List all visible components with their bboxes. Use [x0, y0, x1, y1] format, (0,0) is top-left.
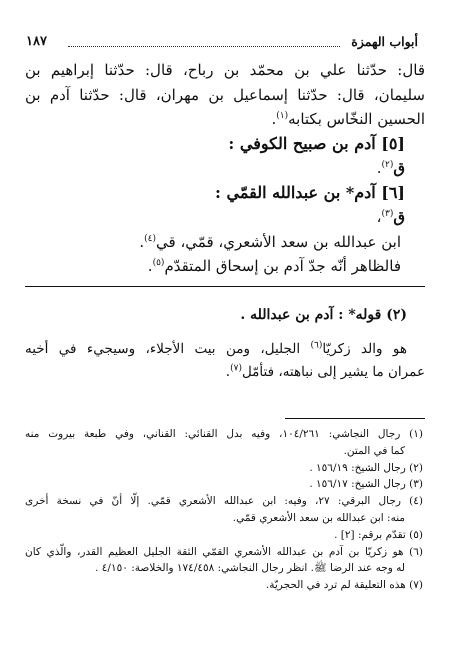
commentary-line-1-a: هو والد زكريّا — [322, 341, 407, 357]
commentary-line-1 — [25, 338, 425, 361]
footnote-ref-4[interactable]: (٤) — [144, 233, 157, 244]
main-line-3 — [25, 107, 425, 132]
page-number: ١٨٧ — [26, 34, 47, 49]
entry-6-code-end: ، — [376, 208, 382, 226]
footnote-2: (٢) رجال الشيخ: ١٥٦/١٩ . — [309, 461, 423, 474]
footnote-3: (٣) رجال الشيخ: ١٥٦/١٧ . — [309, 478, 423, 491]
main-line-2: سليمان، قال: حدّثنا إسماعيل بن مهران، قال: حدّثنا آدم بن — [25, 85, 425, 104]
footnote-1: (١) رجال النجاشي: ١٠٤/٢٦١، وفيه بدل القنائي: القناني، وفي طبعة بيروت منه — [25, 428, 423, 440]
commentary-line-2-a: عمران ما يشير إلى نباهته، فتأمّل — [241, 364, 425, 380]
header-dotted-leader — [68, 46, 340, 47]
footnotes — [25, 426, 423, 594]
main-line-3-end: . — [271, 110, 277, 128]
footnote-ref-7[interactable]: (٧) — [230, 363, 242, 374]
commentary-line-2-b: . — [225, 364, 231, 380]
entry-6-line-2-end: . — [147, 257, 153, 275]
commentary-line-1-b: الجليل، ومن بيت الأجلاء، وسيجيء في أخيه — [25, 341, 311, 357]
footnote-6-continuation: له وجه عند الرضا ﷺ. انظر رجال النجاشي: ١٧٤/٤٥٨ والخلاصة: ٤/١٥٠ . — [95, 562, 405, 575]
entry-5-code: ق — [393, 159, 405, 177]
footnote-separator — [285, 418, 425, 419]
entry-5-heading: [٥] آدم بن صبيح الكوفي : — [228, 133, 405, 153]
footnote-5: (٥) تقدّم برقم: [٢] . — [334, 528, 423, 541]
footnote-6: (٦) هو زكريّا بن آدم بن عبدالله الأشعري القمّي الثقة الجليل العظيم القدر، والّذي كان — [25, 545, 423, 558]
running-header — [26, 34, 418, 52]
entry-6-line-1-text: ابن عبدالله بن سعد الأشعري، قمّي، قي — [156, 232, 401, 251]
main-line-3-text: الحسين النخّاس بكتابه — [288, 110, 425, 128]
entry-5-heading-line — [25, 132, 425, 157]
footnote-4-continuation: منه: ابن عبدالله بن سعد الأشعري قمّي. — [232, 511, 405, 524]
commentary-heading: (٢) قوله* : آدم بن عبدالله . — [240, 307, 407, 323]
entry-5-code-line — [25, 156, 425, 181]
chapter-title: أبواب الهمزة — [351, 34, 418, 49]
footnote-1-continuation: كما في المتن. — [343, 444, 405, 457]
entry-5-end: . — [376, 159, 382, 177]
footnote-ref-2[interactable]: (٢) — [381, 160, 394, 170]
entry-6-code-line — [25, 205, 425, 230]
main-text — [25, 58, 425, 279]
footnote-ref-6[interactable]: (٦) — [310, 340, 323, 351]
entry-6-code: ق — [393, 208, 405, 226]
footnote-ref-1[interactable]: (١) — [276, 111, 289, 121]
entry-6-line-1-end: . — [139, 232, 145, 251]
entry-6-heading-line — [25, 181, 425, 206]
main-line-1: قال: حدّثنا علي بن محمّد بن رباح، قال: حدّثنا إبراهيم بن — [25, 61, 425, 79]
footnote-7: (٧) هذه التعليقة لم ترد في الحجريّة. — [265, 579, 423, 592]
entry-6-line-1 — [25, 230, 425, 255]
commentary-line-2 — [25, 361, 425, 384]
commentary-section — [25, 304, 425, 384]
entry-6-line-2 — [25, 254, 425, 279]
footnote-4: (٤) رجال البرقي: ٢٧، وفيه: ابن عبدالله الأشعري قمّي. إلّا أنّ في نسخة أخرى — [25, 495, 423, 508]
entry-6-heading: [٦] آدم* بن عبدالله القمّي : — [215, 182, 405, 202]
section-divider — [25, 286, 425, 287]
entry-6-line-2-text: فالظاهر أنّه جدّ آدم بن إسحاق المتقدّم — [164, 257, 401, 275]
footnote-ref-5[interactable]: (٥) — [152, 258, 165, 268]
footnote-ref-3[interactable]: (٣) — [381, 209, 394, 219]
